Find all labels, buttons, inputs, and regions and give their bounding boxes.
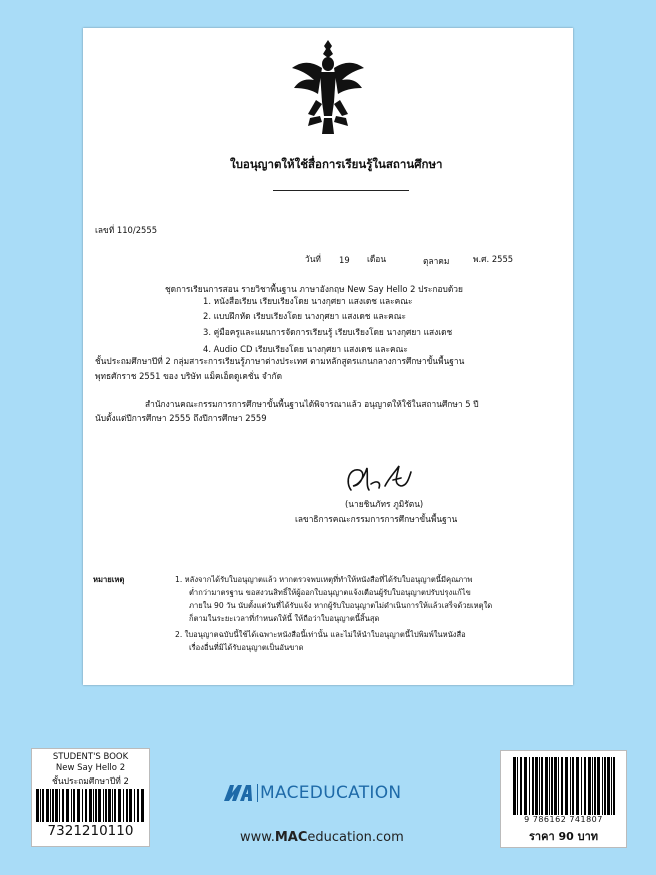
- url-brand: MAC: [274, 830, 308, 845]
- barcode-bar: [42, 789, 44, 822]
- barcode-bar: [73, 789, 75, 822]
- url-prefix: www.: [240, 830, 275, 845]
- website-url: [240, 830, 404, 845]
- barcode-bar: [561, 757, 563, 815]
- barcode-bar: [95, 789, 97, 822]
- barcode-bar: [59, 789, 60, 822]
- barcode-bar: [89, 789, 92, 822]
- barcode-bar: [82, 789, 83, 822]
- date-month-label: เดือน: [367, 254, 387, 264]
- intro-line: ชุดการเรียนการสอน รายวิชาพื้นฐาน ภาษาอังกฤษ New Say Hello 2 ประกอบด้วย: [165, 284, 463, 294]
- barcode-bar: [134, 789, 135, 822]
- barcode-bar: [572, 757, 574, 815]
- barcode-bar: [108, 789, 111, 822]
- barcode-bar: [532, 757, 534, 815]
- book-label-line: ชั้นประถมศึกษาปีที่ 2: [52, 777, 129, 787]
- barcode-bar: [524, 757, 527, 815]
- list-item: 2. แบบฝึกหัด เรียบเรียงโดย นางกุศยา แสงเดช และคณะ: [203, 311, 407, 321]
- barcode-bar: [529, 757, 530, 815]
- barcode-bar: [558, 757, 559, 815]
- paragraph-line: สำนักงานคณะกรรมการการศึกษาขั้นพื้นฐานได้พิจารณาแล้ว อนุญาตให้ใช้ในสถานศึกษา 5 ปี: [145, 399, 479, 409]
- barcode-bar: [535, 757, 538, 815]
- barcode-right-number: 9 786162 741807: [524, 815, 603, 824]
- date-month: ตุลาคม: [423, 256, 450, 266]
- note-line: ต่ำกว่ามาตรฐาน ขอสงวนสิทธิ์ให้ผู้ออกใบอนุญาตแจ้งเตือนผู้รับใบอนุญาตปรับปรุงแก้ไข: [189, 588, 471, 597]
- barcode-left-number: 7321210110: [47, 823, 134, 839]
- list-item: 1. หนังสือเรียน เรียบเรียงโดย นางกุศยา แสงเดช และคณะ: [203, 296, 413, 306]
- barcode-bar: [539, 757, 540, 815]
- barcode-left-icon: [36, 789, 145, 822]
- barcode-bar: [565, 757, 568, 815]
- date-day: 19: [339, 255, 350, 265]
- barcode-bar: [103, 789, 104, 822]
- barcode-bar: [602, 757, 603, 815]
- barcode-bar: [46, 789, 49, 822]
- barcode-bar: [607, 757, 610, 815]
- date-prefix: วันที่: [305, 254, 321, 264]
- barcode-bar: [581, 757, 582, 815]
- book-label-line: New Say Hello 2: [55, 763, 126, 773]
- barcode-bar: [98, 789, 101, 822]
- paragraph-line: พุทธศักราช 2551 ของ บริษัท แม็คเอ็ดดูเคชั่น จำกัด: [95, 371, 283, 381]
- barcode-bar: [71, 789, 72, 822]
- barcode-bar: [77, 789, 80, 822]
- barcode-bar: [93, 789, 94, 822]
- barcode-bar: [112, 789, 113, 822]
- price-label: [500, 750, 627, 848]
- note-line: ก็ตามในระยะเวลาที่กำหนดให้นี้ ให้ถือว่าใบอนุญาตนี้สิ้นสุด: [189, 614, 380, 623]
- barcode-bar: [40, 789, 41, 822]
- date-year: พ.ศ. 2555: [473, 254, 514, 264]
- note-label: หมายเหตุ: [93, 575, 125, 584]
- url-suffix: education.com: [307, 830, 404, 845]
- barcode-bar: [517, 757, 518, 815]
- barcode-bar: [604, 757, 606, 815]
- barcode-bar: [541, 757, 543, 815]
- barcode-bar: [105, 789, 107, 822]
- list-item: 4. Audio CD เรียบเรียงโดย นางกุศยา แสงเดช และคณะ: [203, 344, 408, 354]
- barcode-bar: [126, 789, 128, 822]
- barcode-bar: [62, 789, 64, 822]
- barcode-bar: [551, 757, 553, 815]
- note-line: ภายใน 90 วัน นับตั้งแต่วันที่ได้รับแจ้ง หากผู้รับใบอนุญาตไม่ดำเนินการให้แล้วเสร็จด้วยเหตุใด: [189, 601, 493, 610]
- barcode-bar: [554, 757, 557, 815]
- barcode-bar: [66, 789, 69, 822]
- barcode-bar: [613, 757, 615, 815]
- list-item: 3. คู่มือครูและแผนการจัดการเรียนรู้ เรียบเรียงโดย นางกุศยา แสงเดช: [203, 327, 453, 337]
- barcode-bar: [36, 789, 39, 822]
- barcode-bar: [549, 757, 550, 815]
- barcode-bar: [129, 789, 132, 822]
- barcode-bar: [52, 789, 54, 822]
- garuda-emblem-icon: [290, 38, 366, 136]
- brand-divider: [257, 784, 258, 802]
- barcode-bar: [141, 789, 144, 822]
- barcode-bar: [545, 757, 548, 815]
- note-line: เรื่องอื่นที่มิได้รับอนุญาตเป็นอันขาด: [189, 643, 304, 652]
- barcode-bar: [114, 789, 116, 822]
- license-document: [83, 28, 573, 685]
- barcode-bar: [588, 757, 591, 815]
- price-text: ราคา 90 บาท: [529, 830, 598, 843]
- barcode-bar: [123, 789, 124, 822]
- book-label: [31, 748, 150, 847]
- signature-icon: [341, 460, 417, 496]
- brand-name: MACEDUCATION: [260, 783, 402, 803]
- barcode-bar: [576, 757, 579, 815]
- barcode-bar: [85, 789, 87, 822]
- document-title: ใบอนุญาตให้ใช้สื่อการเรียนรู้ในสถานศึกษา: [230, 157, 443, 171]
- barcode-bar: [570, 757, 571, 815]
- note-line: 1. หลังจากได้รับใบอนุญาตแล้ว หากตรวจพบเหตุที่ทำให้หนังสือที่ได้รับใบอนุญาตนี้มีคุณภาพ: [175, 575, 473, 584]
- barcode-right-icon: [513, 757, 619, 815]
- barcode-bar: [584, 757, 586, 815]
- barcode-bar: [137, 789, 139, 822]
- signer-name: (นายชินภัทร ภูมิรัตน): [345, 499, 424, 509]
- barcode-bar: [611, 757, 612, 815]
- barcode-bar: [597, 757, 600, 815]
- document-number: เลขที่ 110/2555: [95, 225, 158, 235]
- barcode-bar: [55, 789, 58, 822]
- barcode-bar: [513, 757, 516, 815]
- book-label-line: STUDENT'S BOOK: [52, 752, 129, 762]
- barcode-bar: [118, 789, 121, 822]
- barcode-bar: [520, 757, 522, 815]
- mac-logo-icon: [222, 781, 258, 803]
- barcode-bar: [50, 789, 51, 822]
- paragraph-line: นับตั้งแต่ปีการศึกษา 2555 ถึงปีการศึกษา 2559: [95, 413, 267, 423]
- paragraph-line: ชั้นประถมศึกษาปีที่ 2 กลุ่มสาระการเรียนรู้ภาษาต่างประเทศ ตามหลักสูตรแกนกลางการศึกษาขั้นพื้นฐาน: [95, 356, 465, 366]
- barcode-bar: [594, 757, 596, 815]
- note-line: 2. ใบอนุญาตฉบับนี้ใช้ได้เฉพาะหนังสือนี้เท่านั้น และไม่ให้นำใบอนุญาตนี้ไปพิมพ์ในหนังสือ: [175, 630, 466, 639]
- barcode-bar: [592, 757, 593, 815]
- signer-title: เลขาธิการคณะกรรมการการศึกษาขั้นพื้นฐาน: [295, 514, 458, 524]
- title-underline: [273, 190, 409, 191]
